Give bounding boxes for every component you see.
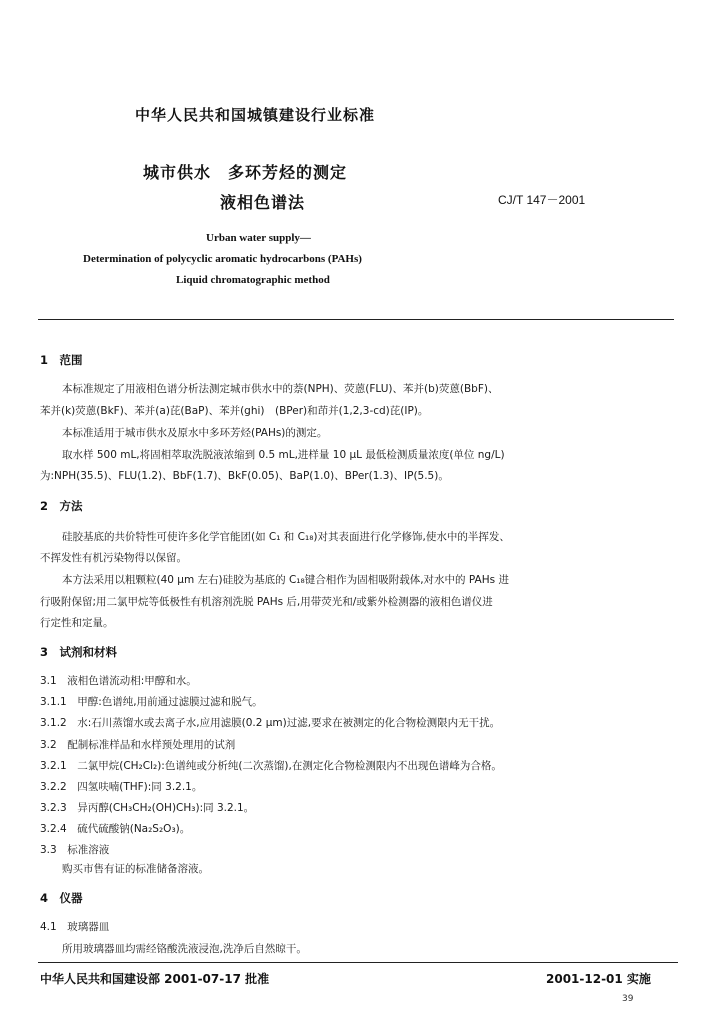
item-3-1-2: 3.1.2 水:石川蒸馏水或去离子水,应用滤膜(0.2 μm)过滤,要求在被测定的化合物检测限内无干扰。 xyxy=(40,717,501,729)
section-1-para-3b: 为:NPH(35.5)、FLU(1.2)、BbF(1.7)、BkF(0.05)、BaP(1.0)、BPer(1.3)、IP(5.5)。 xyxy=(40,470,449,482)
item-3-1-1: 3.1.1 甲醇:色谱纯,用前通过滤膜过滤和脱气。 xyxy=(40,696,263,708)
section-2-para-1a: 硅胶基底的共价特性可使许多化学官能团(如 C₁ 和 C₁₈)对其表面进行化学修饰,使水中的半挥发、 xyxy=(62,531,510,543)
title-line-2: 液相色谱法 xyxy=(220,193,306,212)
section-2-para-2c: 行定性和定量。 xyxy=(40,617,114,629)
section-2-para-1b: 不挥发性有机污染物得以保留。 xyxy=(40,552,187,564)
item-3-2-2: 3.2.2 四氢呋喃(THF):同 3.2.1。 xyxy=(40,781,203,793)
section-2-para-2b: 行吸附保留;用二氯甲烷等低极性有机溶剂洗脱 PAHs 后,用带荧光和/或紫外检测器的液相色谱仪进 xyxy=(40,596,493,608)
english-title-line-3: Liquid chromatographic method xyxy=(176,274,330,286)
standard-number: CJ/T 147－2001 xyxy=(498,193,586,207)
title-line-1: 城市供水 多环芳烃的测定 xyxy=(143,163,348,182)
section-1-para-1a: 本标准规定了用液相色谱分析法测定城市供水中的萘(NPH)、荧蒽(FLU)、苯并(b)荧蒽(BbF)、 xyxy=(62,383,499,395)
item-4-1-text: 所用玻璃器皿均需经铬酸洗液浸泡,洗净后自然晾干。 xyxy=(62,943,307,955)
section-4-heading: 4 仪器 xyxy=(40,891,83,905)
item-3-2: 3.2 配制标准样品和水样预处理用的试剂 xyxy=(40,739,236,751)
footer-divider xyxy=(38,962,678,963)
page-number: 39 xyxy=(622,994,634,1004)
item-4-1: 4.1 玻璃器皿 xyxy=(40,921,110,933)
section-1-para-3a: 取水样 500 mL,将固相萃取洗脱液浓缩到 0.5 mL,进样量 10 μL 最低检测质量浓度(单位 ng/L) xyxy=(62,449,505,461)
section-2-heading: 2 方法 xyxy=(40,499,83,513)
item-3-2-4: 3.2.4 硫代硫酸钠(Na₂S₂O₃)。 xyxy=(40,823,191,835)
approval-date: 中华人民共和国建设部 2001-07-17 批准 xyxy=(40,972,270,986)
section-1-para-1b: 苯并(k)荧蒽(BkF)、苯并(a)芘(BaP)、苯并(ghi) (BPer)和茚并(1,2,3-cd)芘(IP)。 xyxy=(40,405,429,417)
item-3-2-3: 3.2.3 异丙醇(CH₃CH₂(OH)CH₃):同 3.2.1。 xyxy=(40,802,255,814)
section-1-para-2: 本标准适用于城市供水及原水中多环芳烃(PAHs)的测定。 xyxy=(62,427,328,439)
section-2-para-2a: 本方法采用以粗颗粒(40 μm 左右)硅胶为基底的 C₁₈键合相作为固相吸附载体,对水中的 PAHs 进 xyxy=(62,574,509,586)
implementation-date: 2001-12-01 实施 xyxy=(546,972,651,986)
section-3-heading: 3 试剂和材料 xyxy=(40,645,118,659)
english-title-line-2: Determination of polycyclic aromatic hydrocarbons (PAHs) xyxy=(83,253,362,265)
title-divider xyxy=(38,319,674,320)
item-3-2-1: 3.2.1 二氯甲烷(CH₂Cl₂):色谱纯或分析纯(二次蒸馏),在测定化合物检测限内不出现色谱峰为合格。 xyxy=(40,760,502,772)
item-3-1: 3.1 液相色谱流动相:甲醇和水。 xyxy=(40,675,197,687)
english-title-line-1: Urban water supply— xyxy=(206,232,311,244)
item-3-3-text: 购买市售有证的标准储备溶液。 xyxy=(62,863,209,875)
section-1-heading: 1 范围 xyxy=(40,353,83,367)
standard-category-header: 中华人民共和国城镇建设行业标准 xyxy=(135,106,376,124)
item-3-3: 3.3 标准溶液 xyxy=(40,844,110,856)
